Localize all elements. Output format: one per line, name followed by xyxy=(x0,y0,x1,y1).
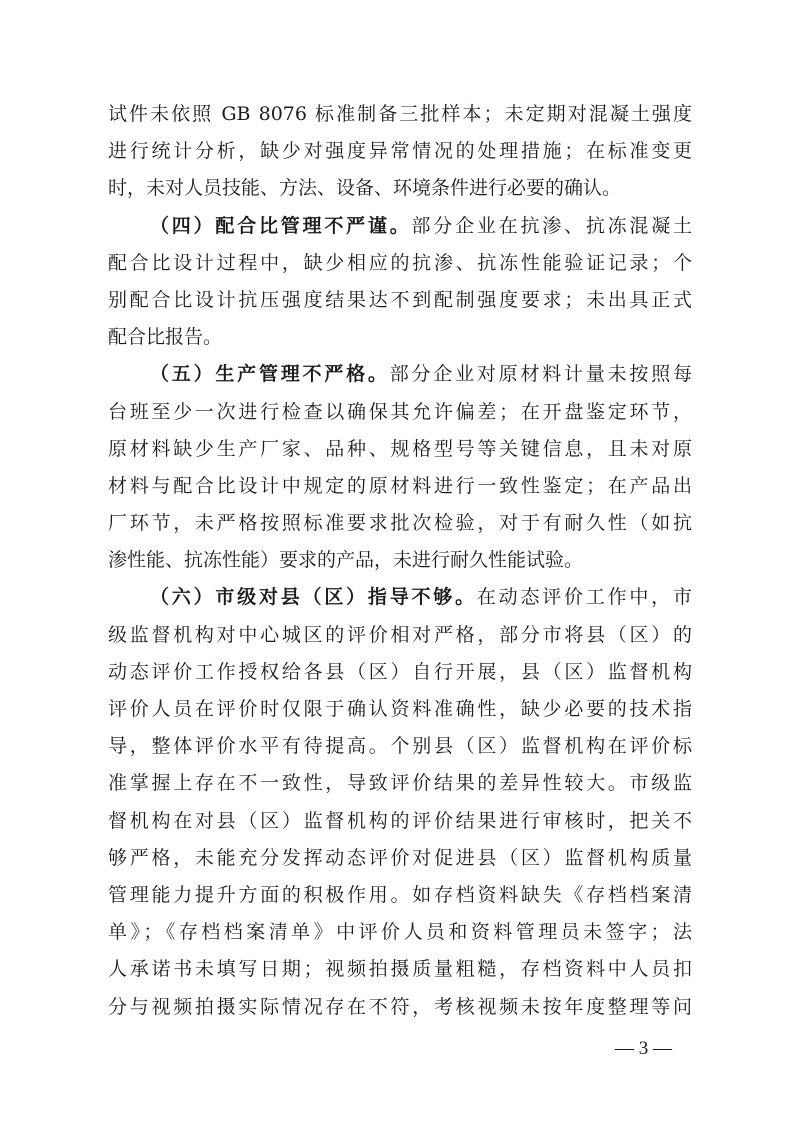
text-line xyxy=(108,208,692,245)
text-line: 单》；《存档档案清单》中评价人员和资料管理员未签字；法 xyxy=(108,921,692,944)
text-line xyxy=(108,579,692,616)
document-body xyxy=(108,96,692,1026)
section-heading: （四）配合比管理不严谨。 xyxy=(150,214,412,237)
section-heading: （六）市级对县（区）指导不够。 xyxy=(150,586,477,609)
text-line: 动态评价工作授权给各县（区）自行开展，县（区）监督机构 xyxy=(108,660,692,683)
text-line: 时，未对人员技能、方法、设备、环境条件进行必要的确认。 xyxy=(108,177,622,200)
text-line: 评价人员在评价时仅限于确认资料准确性，缺少必要的技术指 xyxy=(108,698,692,720)
page-number: — 3 — xyxy=(615,1038,672,1059)
text-line: 渗性能、抗冻性能）要求的产品，未进行耐久性能试验。 xyxy=(108,549,584,572)
paragraph-production xyxy=(108,356,692,579)
paragraph-mix-ratio xyxy=(108,208,692,357)
text-line: 材料与配合比设计中规定的原材料进行一致性鉴定；在产品出 xyxy=(108,474,692,497)
text-line: 够严格，未能充分发挥动态评价对促进县（区）监督机构质量 xyxy=(108,846,692,869)
text-line: 导，整体评价水平有待提高。个别县（区）监督机构在评价标 xyxy=(108,735,692,758)
text-line: 管理能力提升方面的积极作用。如存档资料缺失《存档档案清 xyxy=(108,883,692,906)
text-line: 人承诺书未填写日期；视频拍摄质量粗糙，存档资料中人员扣 xyxy=(108,958,692,981)
text-line: 别配合比设计抗压强度结果达不到配制强度要求；未出具正式 xyxy=(108,288,692,311)
text-line: 厂环节，未严格按照标准要求批次检验，对于有耐久性（如抗 xyxy=(108,512,692,535)
text-line: 级监督机构对中心城区的评价相对严格，部分市将县（区）的 xyxy=(108,623,692,646)
text-run: 在动态评价工作中，市 xyxy=(476,586,692,609)
paragraph-guidance xyxy=(108,579,692,1025)
text-line: 台班至少一次进行检查以确保其允许偏差；在开盘鉴定环节， xyxy=(108,400,692,423)
text-line: 配合比设计过程中，缺少相应的抗渗、抗冻性能验证记录；个 xyxy=(108,251,692,274)
text-line: 进行统计分析，缺少对强度异常情况的处理措施；在标准变更 xyxy=(108,140,692,163)
text-run: 部分企业在抗渗、抗冻混凝土 xyxy=(411,214,692,237)
text-line: 准掌握上存在不一致性，导致评价结果的差异性较大。市级监 xyxy=(108,772,692,795)
paragraph-continuation xyxy=(108,96,692,208)
text-line: 原材料缺少生产厂家、品种、规格型号等关键信息，且未对原 xyxy=(108,437,692,460)
section-heading: （五）生产管理不严格。 xyxy=(150,363,390,386)
text-line xyxy=(108,356,692,393)
text-line: 试件未依照 GB 8076 标准制备三批样本；未定期对混凝土强度 xyxy=(108,103,692,125)
text-line: 分与视频拍摄实际情况存在不符，考核视频未按年度整理等问 xyxy=(108,995,692,1018)
text-run: 部分企业对原材料计量未按照每 xyxy=(389,363,692,386)
text-line: 督机构在对县（区）监督机构的评价结果进行审核时，把关不 xyxy=(108,809,692,832)
text-line: 配合比报告。 xyxy=(108,326,223,349)
